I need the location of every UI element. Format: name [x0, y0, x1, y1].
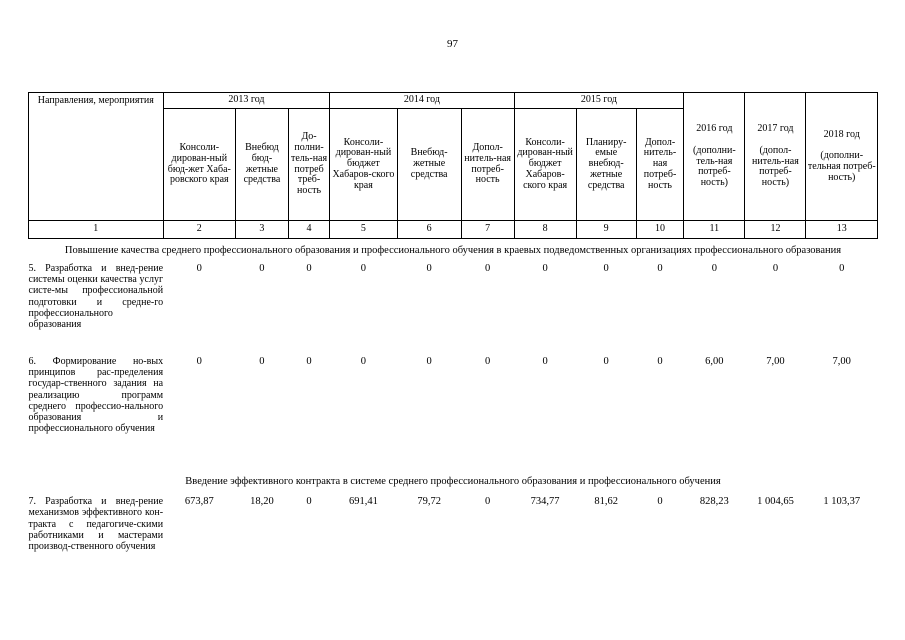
column-number: 13	[806, 221, 878, 239]
header-2014-consolidated-budget: Консоли-дирован-ный бюджет Хабаров-ского края	[330, 109, 397, 221]
column-number: 2	[163, 221, 235, 239]
column-number-row	[29, 221, 878, 239]
column-number: 1	[29, 221, 164, 239]
cell-value: 1 103,37	[823, 496, 861, 508]
column-number: 12	[745, 221, 806, 239]
cell-value: 0	[839, 263, 845, 275]
cell-value: 0	[360, 356, 367, 368]
header-year-2018-note: (дополни-тельная потреб-ность)	[807, 150, 876, 183]
header-2013-additional-need: До-полни-тель-ная потреб треб-ность	[288, 109, 329, 221]
cell-value: 79,72	[417, 496, 441, 508]
header-2015-planned-extrabudgetary: Планиру-емые внебюд-жетные средства	[576, 109, 636, 221]
header-year-2013: 2013 год	[163, 93, 330, 109]
cell-value: 18,20	[250, 496, 274, 508]
header-2015-consolidated-budget: Консоли-дирован-ный бюджет Хабаров-ского края	[514, 109, 576, 221]
section-title: Повышение качества среднего профессионального образования и профессионального обучения в краевых подведомственных организациях профессионального образования	[64, 245, 842, 256]
header-2013-consolidated-budget: Консоли-дирован-ный бюд-жет Хаба-ровского края	[163, 109, 235, 221]
column-number: 9	[576, 221, 636, 239]
header-year-2016-label: 2016 год	[696, 123, 733, 135]
table-row	[29, 261, 878, 354]
header-year-2018	[806, 93, 878, 221]
column-number: 3	[236, 221, 289, 239]
cell-value: 673,87	[184, 496, 214, 508]
cell-value: 0	[306, 263, 312, 275]
row-name: 6. Формирование но-вых принципов рас-пределения государ-ственного задания на реализацию программ среднего профессио-нального образования и профессионального обучения	[28, 356, 164, 435]
header-year-2016-note: (дополни-тель-ная потреб-ность)	[693, 144, 736, 189]
cell-value: 0	[485, 263, 491, 275]
cell-value: 81,62	[594, 496, 618, 508]
column-number: 7	[461, 221, 514, 239]
cell-value: 0	[426, 263, 432, 275]
cell-value: 0	[603, 356, 609, 368]
column-number: 10	[636, 221, 684, 239]
cell-value: 0	[196, 263, 202, 275]
cell-value: 0	[772, 263, 779, 275]
cell-value: 0	[603, 263, 609, 275]
header-year-2015: 2015 год	[514, 93, 684, 109]
cell-value: 0	[711, 263, 717, 275]
header-2014-additional-need: Допол-нитель-ная потреб-ность	[461, 109, 514, 221]
cell-value: 1 004,65	[757, 496, 794, 508]
cell-value: 0	[485, 496, 491, 508]
column-number: 6	[397, 221, 461, 239]
cell-value: 0	[306, 356, 312, 368]
column-number: 8	[514, 221, 576, 239]
cell-value: 6,00	[705, 356, 724, 368]
row-name: 7. Разработка и внед-рение механизмов эффективного кон-тракта с педагогиче-скими работниками и мастерами производ-ственного обучения	[28, 496, 164, 552]
column-number: 11	[684, 221, 745, 239]
header-2014-extrabudgetary: Внебюд-жетные средства	[397, 109, 461, 221]
column-number: 5	[330, 221, 397, 239]
header-2013-extrabudgetary: Внебюд бюд-жетные средства	[236, 109, 289, 221]
header-year-2014: 2014 год	[330, 93, 514, 109]
cell-value: 0	[542, 356, 548, 368]
header-year-2016	[684, 93, 745, 221]
section-heading-row	[29, 239, 878, 262]
row-name: 5. Разработка и внед-рение системы оценки качества услуг систе-мы профессиональной подготовки и средне-го профессионального образования	[28, 263, 164, 330]
header-2015-additional-need: Допол-нитель-ная потреб-ность	[636, 109, 684, 221]
header-year-2017-note: (допол-нитель-ная потреб-ность)	[752, 144, 799, 189]
cell-value: 7,00	[766, 356, 785, 368]
table-row	[29, 494, 878, 586]
section-heading-row	[29, 470, 878, 494]
cell-value: 828,23	[699, 496, 729, 508]
page-number: 97	[447, 38, 458, 50]
cell-value: 0	[196, 356, 202, 368]
header-year-2017	[745, 93, 806, 221]
header-year-2017-label: 2017 год	[757, 123, 794, 135]
cell-value: 0	[360, 263, 367, 275]
cell-value: 0	[657, 496, 663, 508]
cell-value: 0	[657, 263, 663, 275]
cell-value: 7,00	[832, 356, 851, 368]
cell-value: 734,77	[530, 496, 560, 508]
header-year-2018-label: 2018 год	[823, 128, 860, 140]
cell-value: 0	[485, 356, 491, 368]
column-number: 4	[288, 221, 329, 239]
section-title: Введение эффективного контракта в системе среднего профессионального образования и профессионального обучения	[185, 476, 721, 488]
cell-value: 0	[542, 263, 548, 275]
cell-value: 691,41	[348, 496, 378, 508]
budget-table	[28, 92, 878, 586]
header-direction: Направления, мероприятия	[29, 93, 164, 221]
cell-value: 0	[657, 356, 663, 368]
table-row	[29, 354, 878, 470]
cell-value: 0	[306, 496, 312, 508]
cell-value: 0	[259, 356, 265, 368]
cell-value: 0	[426, 356, 432, 368]
cell-value: 0	[259, 263, 265, 275]
